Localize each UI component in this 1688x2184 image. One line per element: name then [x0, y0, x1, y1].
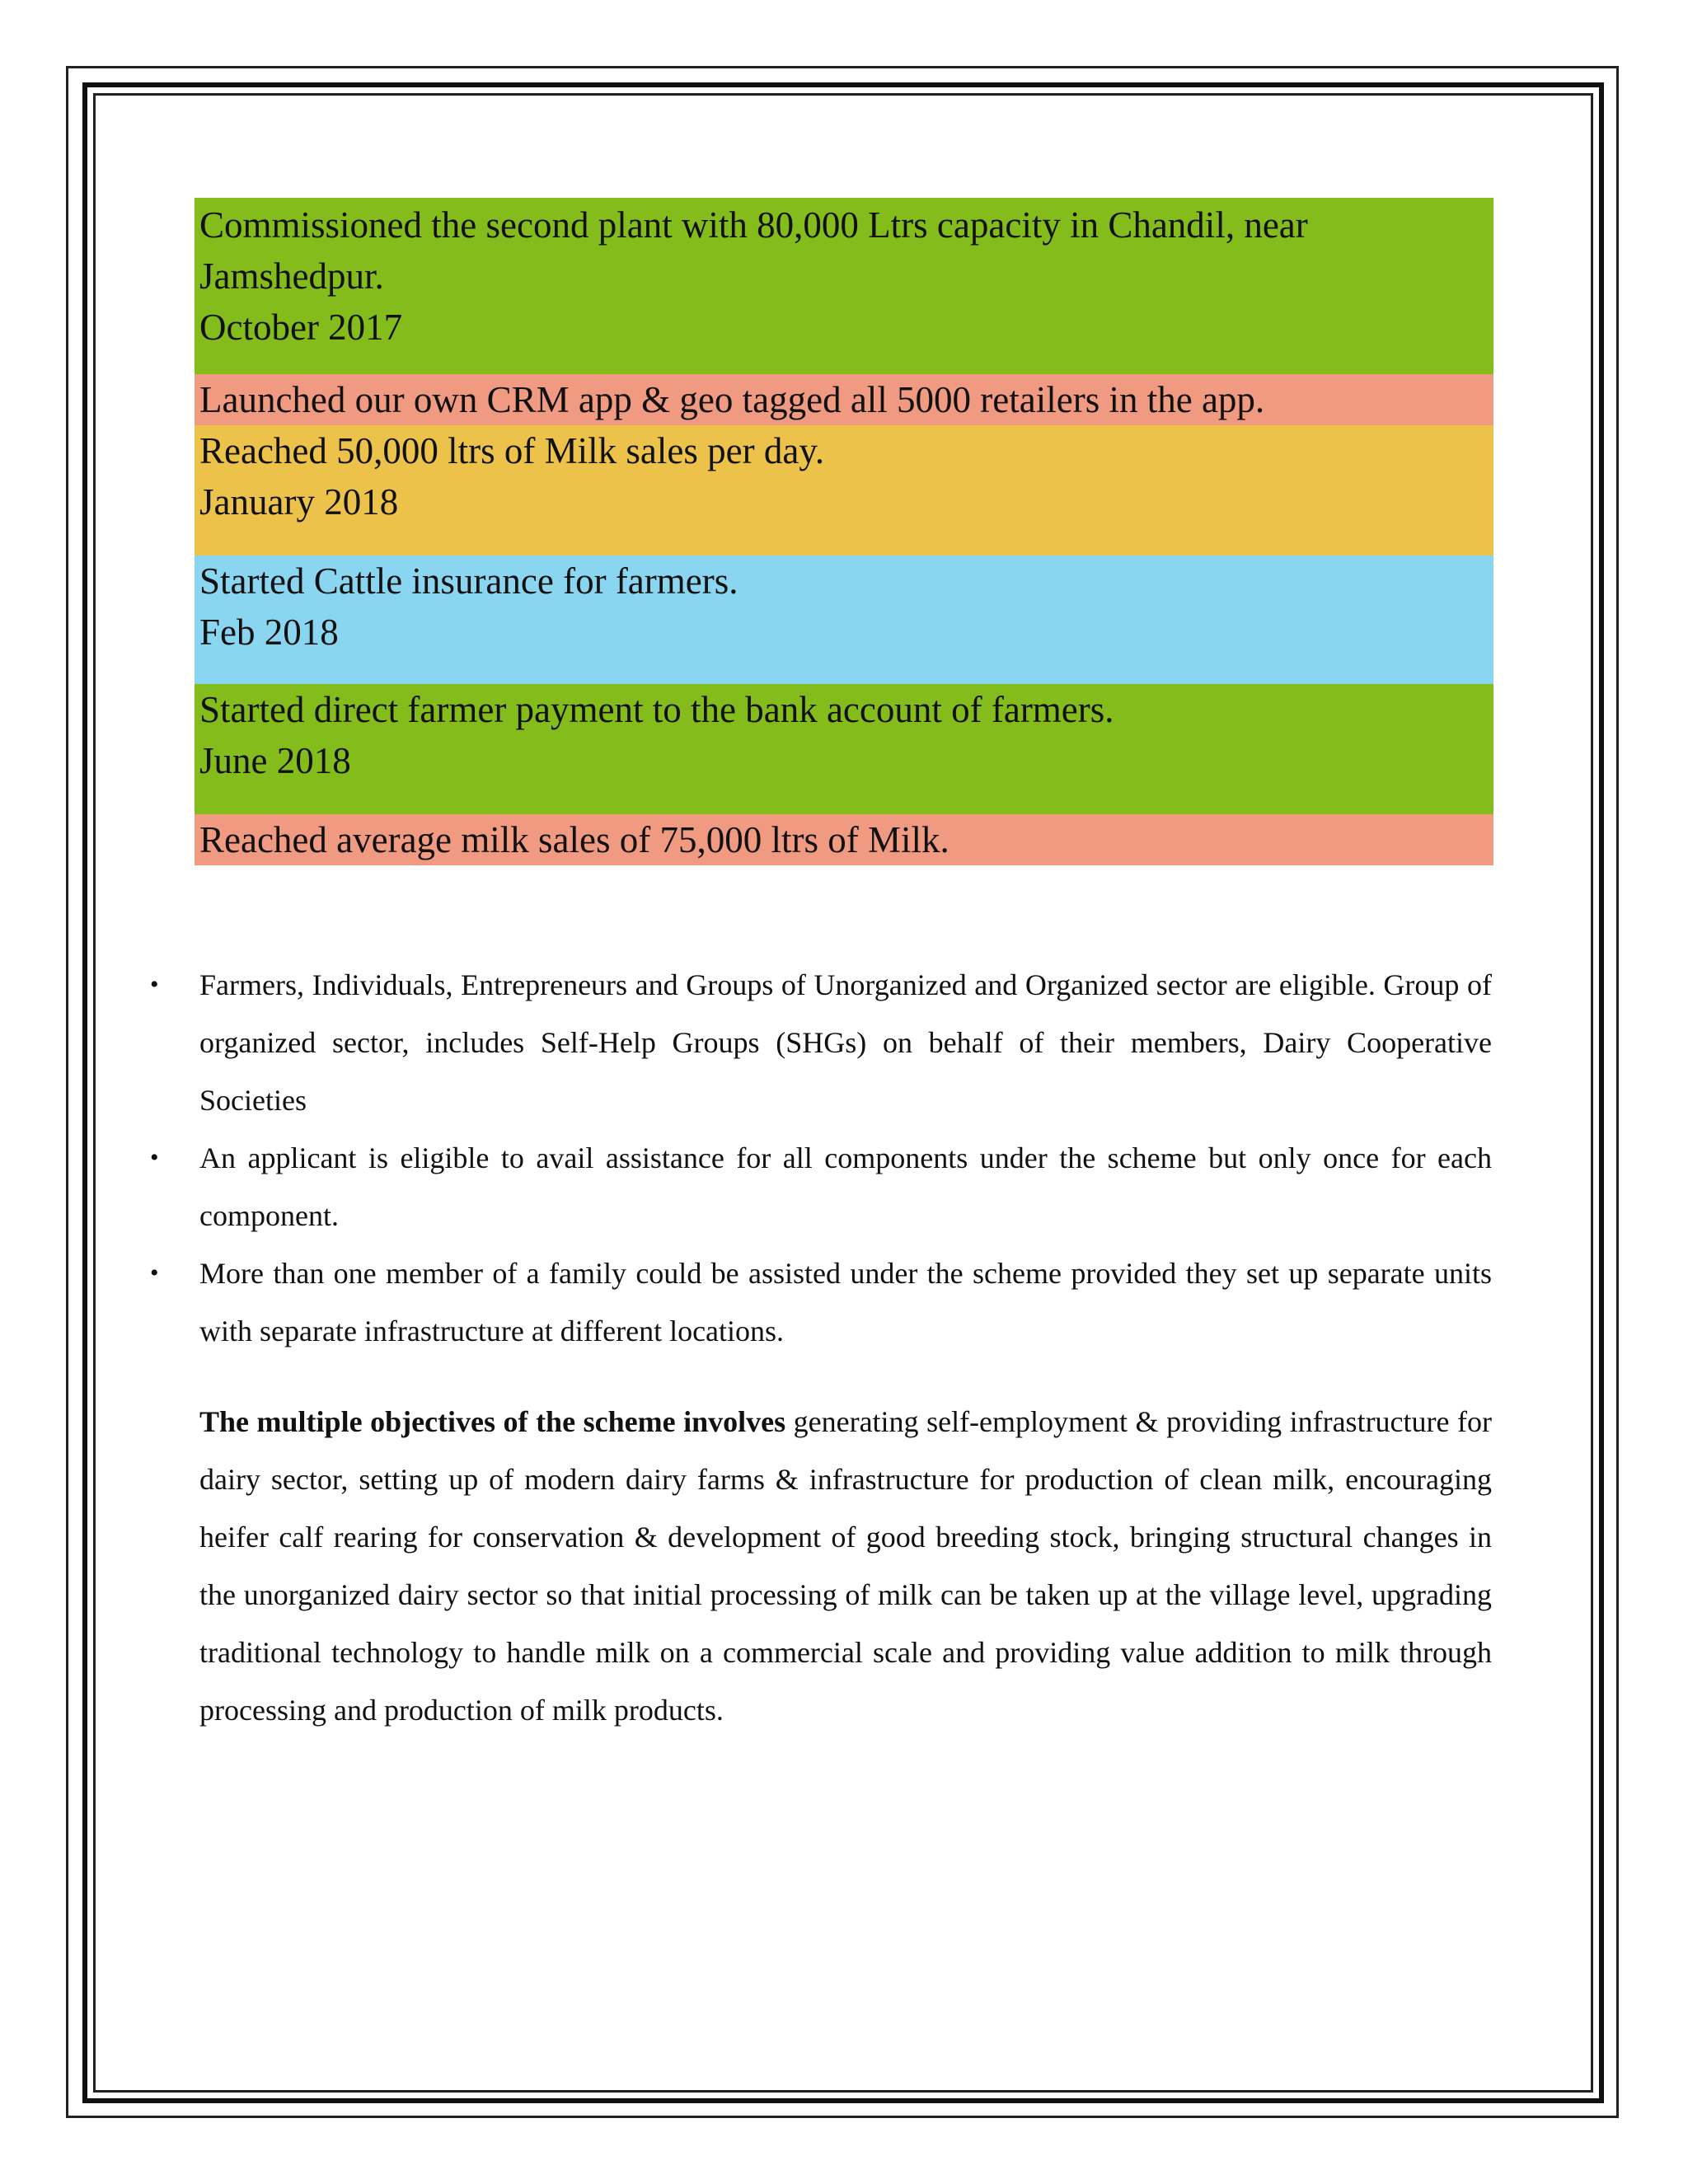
bullet-icon: • [150, 1144, 159, 1171]
milestone-row [195, 198, 1493, 374]
milestone-text: Commissioned the second plant with 80,000 Ltrs capacity in Chandil, near [199, 204, 1308, 246]
milestone-text: Started direct farmer payment to the bank account of farmers. [199, 689, 1114, 730]
objectives-paragraph [199, 1393, 1492, 1739]
list-item [140, 1244, 1492, 1360]
list-item-text: An applicant is eligible to avail assistance for all components under the scheme but only once for each component. [199, 1141, 1492, 1232]
bullet-icon: • [150, 1259, 159, 1286]
bullet-icon: • [150, 971, 159, 998]
milestone-row [195, 374, 1493, 425]
milestone-text: Launched our own CRM app & geo tagged all 5000 retailers in the app. [199, 379, 1265, 420]
milestone-text: Jamshedpur. [199, 255, 384, 297]
milestone-row [195, 814, 1493, 865]
milestone-text: Reached 50,000 ltrs of Milk sales per day. [199, 430, 825, 471]
milestone-text: Reached average milk sales of 75,000 ltrs of Milk. [199, 819, 950, 860]
milestone-timeline [195, 198, 1493, 865]
eligibility-list [140, 956, 1492, 1360]
milestone-date: Feb 2018 [199, 612, 339, 653]
milestone-date: June 2018 [199, 740, 351, 781]
milestone-text: Started Cattle insurance for farmers. [199, 560, 738, 602]
objectives-text: generating self-employment & providing infrastructure for dairy sector, setting up of modern dairy farms & infrastructure for production of clean milk, encouraging heifer calf rearing for conservation & development of good breeding stock, bringing structural changes in the unorganized dairy sector so that initial processing of milk can be taken up at the village level, upgrading traditional technology to handle milk on a commercial scale and providing value addition to milk through processing and production of milk products. [199, 1405, 1493, 1727]
milestone-row [195, 684, 1493, 814]
list-item [140, 1129, 1492, 1244]
list-item-text: Farmers, Individuals, Entrepreneurs and Groups of Unorganized and Organized sector are eligible. Group of organized sector, includes Self-Help Groups (SHGs) on behalf of their members, Dairy Cooperative Societies [199, 968, 1492, 1117]
objectives-lead: The multiple objectives of the scheme involves [199, 1405, 786, 1438]
milestone-row [195, 425, 1493, 555]
list-item-text: More than one member of a family could be assisted under the scheme provided they set up separate units with separate infrastructure at different locations. [199, 1257, 1492, 1347]
milestone-date: October 2017 [199, 307, 403, 348]
list-item [140, 956, 1492, 1129]
milestone-row [195, 555, 1493, 684]
milestone-date: January 2018 [199, 481, 399, 523]
